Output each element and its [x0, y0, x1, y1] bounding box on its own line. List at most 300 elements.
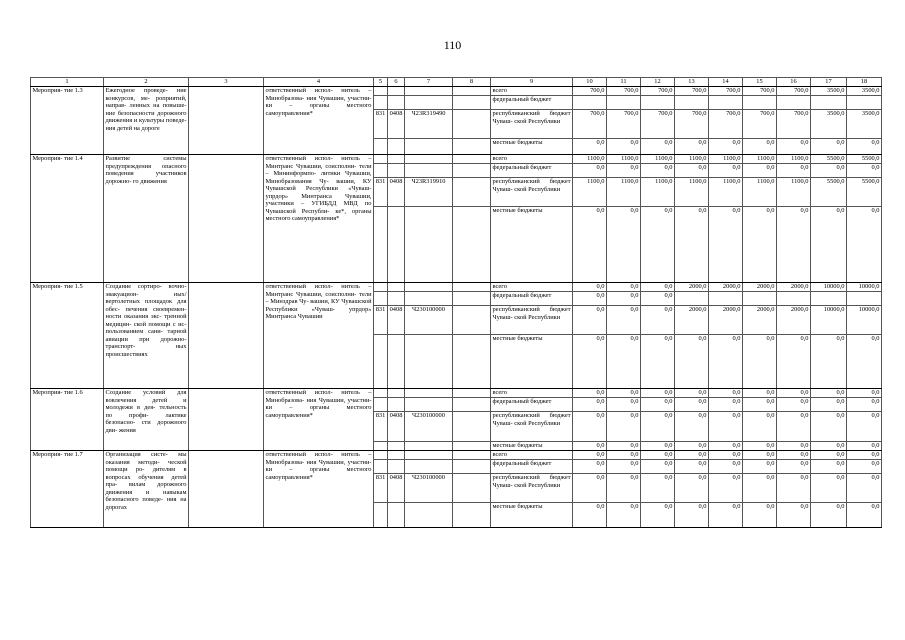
- amount-cell: 0,0: [607, 451, 641, 460]
- amount-cell: 0,0: [573, 283, 607, 292]
- amount-cell: 1100,0: [777, 178, 811, 207]
- grbs-code: 831: [374, 110, 388, 139]
- csr-code: [405, 398, 453, 412]
- funding-source: всего: [491, 389, 573, 398]
- amount-cell: 0,0: [675, 398, 709, 412]
- amount-cell: 0,0: [743, 389, 777, 398]
- rzpr-code: [388, 207, 405, 283]
- amount-cell: 0,0: [709, 412, 743, 442]
- amount-cell: 0,0: [675, 474, 709, 503]
- amount-cell: 0,0: [607, 283, 641, 292]
- amount-cell: 0,0: [641, 474, 675, 503]
- amount-cell: 0,0: [573, 460, 607, 474]
- csr-code: Ч230100000: [405, 412, 453, 442]
- amount-cell: 0,0: [777, 460, 811, 474]
- event-name: Ежегодное проведе- ние конкурсов, ме- роприятий, направ- ленных на повыше- ние безопасности дорожного движения и культуры поведе- ния детей на дороге: [104, 87, 189, 155]
- empty-cell: [189, 283, 264, 389]
- amount-cell: 0,0: [811, 460, 847, 474]
- amount-cell: 0,0: [847, 412, 882, 442]
- amount-cell: 0,0: [777, 139, 811, 155]
- amount-cell: [641, 96, 675, 110]
- amount-cell: 0,0: [847, 451, 882, 460]
- column-number-17: 17: [811, 78, 847, 87]
- amount-cell: 1100,0: [573, 178, 607, 207]
- vr-code: [453, 178, 491, 207]
- rzpr-code: [388, 155, 405, 164]
- amount-cell: 10000,0: [811, 306, 847, 335]
- vr-code: [453, 87, 491, 96]
- csr-code: [405, 503, 453, 528]
- amount-cell: 0,0: [777, 207, 811, 283]
- amount-cell: 0,0: [811, 398, 847, 412]
- rzpr-code: [388, 164, 405, 178]
- column-number-8: 8: [453, 78, 491, 87]
- vr-code: [453, 460, 491, 474]
- rzpr-code: [388, 283, 405, 292]
- amount-cell: 0,0: [743, 460, 777, 474]
- amount-cell: 0,0: [709, 389, 743, 398]
- amount-cell: 1100,0: [743, 178, 777, 207]
- amount-cell: 0,0: [811, 442, 847, 451]
- amount-cell: 0,0: [607, 207, 641, 283]
- amount-cell: 0,0: [641, 503, 675, 528]
- amount-cell: 0,0: [641, 335, 675, 389]
- amount-cell: 700,0: [607, 87, 641, 96]
- amount-cell: 0,0: [847, 398, 882, 412]
- amount-cell: 0,0: [777, 164, 811, 178]
- csr-code: [405, 283, 453, 292]
- event-name: Развитие системы предупреждения опасного поведения участников дорожно- го движения: [104, 155, 189, 283]
- csr-code: [405, 207, 453, 283]
- amount-cell: 0,0: [847, 335, 882, 389]
- amount-cell: 0,0: [847, 389, 882, 398]
- executor: ответственный испол- нитель – Минобразова- ния Чувашии, участни- ки – органы местного самоуправления*: [264, 451, 374, 528]
- grbs-code: [374, 139, 388, 155]
- amount-cell: 0,0: [709, 164, 743, 178]
- column-number-15: 15: [743, 78, 777, 87]
- event-name: Организация систе- мы оказания методи- ческой помощи ро- дителям в вопросах обучения детей пра- вилам дорожного движения и навыкам безопасного поведе- ния на дорогах: [104, 451, 189, 528]
- vr-code: [453, 155, 491, 164]
- amount-cell: 700,0: [675, 110, 709, 139]
- csr-code: [405, 139, 453, 155]
- funding-source: местные бюджеты: [491, 442, 573, 451]
- event-id: Мероприя- тие 1.5: [31, 283, 104, 389]
- amount-cell: 0,0: [607, 474, 641, 503]
- amount-cell: 700,0: [675, 87, 709, 96]
- amount-cell: 0,0: [847, 503, 882, 528]
- amount-cell: 0,0: [573, 503, 607, 528]
- table-row: [31, 389, 882, 398]
- csr-code: [405, 87, 453, 96]
- amount-cell: 0,0: [607, 389, 641, 398]
- amount-cell: [847, 292, 882, 306]
- table-row: [31, 283, 882, 292]
- amount-cell: 0,0: [777, 451, 811, 460]
- amount-cell: 0,0: [675, 503, 709, 528]
- amount-cell: 0,0: [743, 474, 777, 503]
- grbs-code: [374, 155, 388, 164]
- amount-cell: 0,0: [573, 451, 607, 460]
- amount-cell: 0,0: [847, 442, 882, 451]
- rzpr-code: [388, 398, 405, 412]
- amount-cell: 0,0: [607, 442, 641, 451]
- executor: ответственный испол- нитель – Минтранс Чувашии, соисполни- тели – Мининформпо- литики Чувашии, Минобразования Чу- вашии, КУ Чувашской Республики «Чуваш- упрдор» Минтранса Чувашии, участники – УГИБДД МВД по Чувашской Республи- ке*, органы местного самоуправления*: [264, 155, 374, 283]
- amount-cell: 0,0: [675, 460, 709, 474]
- amount-cell: 700,0: [777, 110, 811, 139]
- rzpr-code: [388, 442, 405, 451]
- amount-cell: 0,0: [847, 460, 882, 474]
- funding-source: федеральный бюджет: [491, 292, 573, 306]
- csr-code: Ч230100000: [405, 474, 453, 503]
- amount-cell: 5500,0: [847, 178, 882, 207]
- rzpr-code: 0408: [388, 110, 405, 139]
- amount-cell: 0,0: [743, 335, 777, 389]
- grbs-code: [374, 398, 388, 412]
- vr-code: [453, 306, 491, 335]
- amount-cell: 0,0: [675, 412, 709, 442]
- amount-cell: 0,0: [709, 398, 743, 412]
- rzpr-code: [388, 292, 405, 306]
- event-name: Создание сортиро- вочно-эвакуацион- ных/вертолетных площадок для обес- печения своевремен- ности оказания экс- тренной медицин- ской помощи с ис- пользованием сани- тарной авиации при дорожно-транспорт- ных происшествиях: [104, 283, 189, 389]
- page-number: 110: [443, 38, 462, 52]
- funding-source: республиканский бюджет Чуваш- ской Республики: [491, 474, 573, 503]
- amount-cell: 0,0: [847, 139, 882, 155]
- amount-cell: [847, 96, 882, 110]
- amount-cell: 0,0: [709, 207, 743, 283]
- column-number-5: 5: [374, 78, 388, 87]
- event-id: Мероприя- тие 1.3: [31, 87, 104, 155]
- event-id: Мероприя- тие 1.7: [31, 451, 104, 528]
- amount-cell: 0,0: [811, 335, 847, 389]
- amount-cell: 0,0: [675, 389, 709, 398]
- vr-code: [453, 412, 491, 442]
- column-number-11: 11: [607, 78, 641, 87]
- funding-source: местные бюджеты: [491, 503, 573, 528]
- amount-cell: [675, 292, 709, 306]
- amount-cell: 0,0: [573, 139, 607, 155]
- amount-cell: 0,0: [811, 164, 847, 178]
- amount-cell: 0,0: [607, 412, 641, 442]
- amount-cell: 0,0: [641, 460, 675, 474]
- rzpr-code: [388, 87, 405, 96]
- column-number-6: 6: [388, 78, 405, 87]
- amount-cell: 0,0: [641, 139, 675, 155]
- executor: ответственный испол- нитель – Минтранс Чувашии, соисполни- тели – Минздрав Чу- вашии, КУ Чувашской Республики «Чуваш- упрдор» Минтранса Чувашии: [264, 283, 374, 389]
- funding-source: республиканский бюджет Чуваш- ской Республики: [491, 178, 573, 207]
- vr-code: [453, 283, 491, 292]
- executor: ответственный испол- нитель – Минобразова- ния Чувашии, участни- ки – органы местного самоуправления*: [264, 87, 374, 155]
- table-row: [31, 451, 882, 460]
- amount-cell: 1100,0: [709, 155, 743, 164]
- amount-cell: 700,0: [743, 87, 777, 96]
- amount-cell: 0,0: [641, 164, 675, 178]
- grbs-code: [374, 451, 388, 460]
- csr-code: Ч23R319910: [405, 178, 453, 207]
- grbs-code: 831: [374, 306, 388, 335]
- executor: ответственный испол- нитель – Минобразова- ния Чувашии, участни- ки – органы местного самоуправления*: [264, 389, 374, 451]
- grbs-code: [374, 96, 388, 110]
- amount-cell: 700,0: [709, 87, 743, 96]
- amount-cell: 0,0: [811, 474, 847, 503]
- amount-cell: 0,0: [709, 442, 743, 451]
- amount-cell: 0,0: [675, 164, 709, 178]
- amount-cell: 2000,0: [777, 283, 811, 292]
- amount-cell: [709, 292, 743, 306]
- amount-cell: 1100,0: [777, 155, 811, 164]
- amount-cell: 700,0: [777, 87, 811, 96]
- grbs-code: [374, 207, 388, 283]
- amount-cell: 5500,0: [811, 155, 847, 164]
- amount-cell: 0,0: [641, 283, 675, 292]
- funding-source: всего: [491, 283, 573, 292]
- empty-cell: [189, 389, 264, 451]
- amount-cell: 0,0: [607, 306, 641, 335]
- amount-cell: 0,0: [777, 412, 811, 442]
- empty-cell: [189, 451, 264, 528]
- amount-cell: 0,0: [641, 412, 675, 442]
- amount-cell: 700,0: [641, 110, 675, 139]
- funding-source: местные бюджеты: [491, 139, 573, 155]
- event-id: Мероприя- тие 1.6: [31, 389, 104, 451]
- rzpr-code: 0408: [388, 412, 405, 442]
- amount-cell: 0,0: [847, 164, 882, 178]
- grbs-code: 831: [374, 474, 388, 503]
- amount-cell: 10000,0: [811, 283, 847, 292]
- grbs-code: [374, 283, 388, 292]
- amount-cell: 0,0: [709, 139, 743, 155]
- amount-cell: 0,0: [573, 389, 607, 398]
- amount-cell: 0,0: [777, 503, 811, 528]
- amount-cell: 1100,0: [641, 178, 675, 207]
- csr-code: [405, 451, 453, 460]
- amount-cell: 10000,0: [847, 283, 882, 292]
- amount-cell: 0,0: [607, 164, 641, 178]
- amount-cell: 2000,0: [709, 283, 743, 292]
- csr-code: [405, 460, 453, 474]
- csr-code: [405, 96, 453, 110]
- csr-code: [405, 335, 453, 389]
- amount-cell: 0,0: [811, 451, 847, 460]
- amount-cell: 0,0: [743, 139, 777, 155]
- amount-cell: 0,0: [641, 292, 675, 306]
- amount-cell: 700,0: [573, 87, 607, 96]
- rzpr-code: [388, 335, 405, 389]
- amount-cell: 0,0: [811, 139, 847, 155]
- amount-cell: 0,0: [743, 451, 777, 460]
- funding-source: федеральный бюджет: [491, 460, 573, 474]
- amount-cell: 0,0: [777, 389, 811, 398]
- amount-cell: 0,0: [777, 442, 811, 451]
- amount-cell: 0,0: [675, 207, 709, 283]
- amount-cell: 0,0: [847, 474, 882, 503]
- amount-cell: 700,0: [641, 87, 675, 96]
- funding-source: республиканский бюджет Чуваш- ской Республики: [491, 110, 573, 139]
- column-number-1: 1: [31, 78, 104, 87]
- column-number-13: 13: [675, 78, 709, 87]
- event-id: Мероприя- тие 1.4: [31, 155, 104, 283]
- amount-cell: 2000,0: [777, 306, 811, 335]
- rzpr-code: [388, 451, 405, 460]
- amount-cell: 3500,0: [847, 110, 882, 139]
- amount-cell: [811, 292, 847, 306]
- amount-cell: 0,0: [811, 207, 847, 283]
- amount-cell: 0,0: [675, 335, 709, 389]
- amount-cell: 0,0: [743, 412, 777, 442]
- funding-source: федеральный бюджет: [491, 398, 573, 412]
- amount-cell: [777, 96, 811, 110]
- amount-cell: 0,0: [573, 207, 607, 283]
- header-row: [31, 78, 882, 87]
- amount-cell: 0,0: [777, 474, 811, 503]
- amount-cell: 0,0: [607, 335, 641, 389]
- amount-cell: 0,0: [847, 207, 882, 283]
- amount-cell: 0,0: [675, 139, 709, 155]
- amount-cell: 0,0: [573, 398, 607, 412]
- column-number-2: 2: [104, 78, 189, 87]
- funding-source: всего: [491, 87, 573, 96]
- csr-code: [405, 292, 453, 306]
- csr-code: Ч23R319490: [405, 110, 453, 139]
- rzpr-code: [388, 139, 405, 155]
- csr-code: [405, 389, 453, 398]
- csr-code: [405, 155, 453, 164]
- rzpr-code: [388, 460, 405, 474]
- amount-cell: 700,0: [607, 110, 641, 139]
- amount-cell: 0,0: [641, 306, 675, 335]
- amount-cell: 1100,0: [709, 178, 743, 207]
- amount-cell: 0,0: [675, 451, 709, 460]
- amount-cell: [675, 96, 709, 110]
- amount-cell: 0,0: [573, 306, 607, 335]
- vr-code: [453, 398, 491, 412]
- amount-cell: 0,0: [709, 460, 743, 474]
- amount-cell: 2000,0: [743, 283, 777, 292]
- amount-cell: 1100,0: [607, 155, 641, 164]
- vr-code: [453, 96, 491, 110]
- vr-code: [453, 292, 491, 306]
- amount-cell: [743, 96, 777, 110]
- amount-cell: [811, 96, 847, 110]
- empty-cell: [189, 87, 264, 155]
- csr-code: Ч230100000: [405, 306, 453, 335]
- amount-cell: 0,0: [641, 442, 675, 451]
- amount-cell: 0,0: [777, 335, 811, 389]
- grbs-code: 831: [374, 178, 388, 207]
- rzpr-code: [388, 503, 405, 528]
- csr-code: [405, 164, 453, 178]
- amount-cell: 0,0: [709, 451, 743, 460]
- amount-cell: 5500,0: [811, 178, 847, 207]
- column-number-9: 9: [491, 78, 573, 87]
- amount-cell: 0,0: [709, 474, 743, 503]
- column-number-3: 3: [189, 78, 264, 87]
- amount-cell: 0,0: [743, 164, 777, 178]
- vr-code: [453, 139, 491, 155]
- amount-cell: 2000,0: [709, 306, 743, 335]
- amount-cell: 3500,0: [811, 110, 847, 139]
- table-row: [31, 87, 882, 96]
- vr-code: [453, 389, 491, 398]
- funding-source: республиканский бюджет Чуваш- ской Республики: [491, 412, 573, 442]
- amount-cell: 1100,0: [743, 155, 777, 164]
- column-number-16: 16: [777, 78, 811, 87]
- rzpr-code: 0408: [388, 306, 405, 335]
- grbs-code: [374, 335, 388, 389]
- funding-source: местные бюджеты: [491, 207, 573, 283]
- amount-cell: 0,0: [607, 398, 641, 412]
- amount-cell: [777, 292, 811, 306]
- amount-cell: 0,0: [607, 292, 641, 306]
- amount-cell: 0,0: [573, 412, 607, 442]
- amount-cell: 0,0: [573, 442, 607, 451]
- column-number-7: 7: [405, 78, 453, 87]
- grbs-code: [374, 164, 388, 178]
- amount-cell: 1100,0: [675, 155, 709, 164]
- column-number-12: 12: [641, 78, 675, 87]
- amount-cell: 0,0: [743, 503, 777, 528]
- amount-cell: 1100,0: [607, 178, 641, 207]
- grbs-code: [374, 87, 388, 96]
- amount-cell: 0,0: [641, 389, 675, 398]
- amount-cell: 1100,0: [641, 155, 675, 164]
- budget-table: [30, 77, 882, 528]
- amount-cell: 700,0: [573, 110, 607, 139]
- grbs-code: 831: [374, 412, 388, 442]
- amount-cell: 1100,0: [675, 178, 709, 207]
- column-number-18: 18: [847, 78, 882, 87]
- amount-cell: 0,0: [641, 207, 675, 283]
- amount-cell: [607, 96, 641, 110]
- grbs-code: [374, 442, 388, 451]
- vr-code: [453, 335, 491, 389]
- amount-cell: 0,0: [573, 474, 607, 503]
- funding-source: местные бюджеты: [491, 335, 573, 389]
- vr-code: [453, 451, 491, 460]
- grbs-code: [374, 503, 388, 528]
- rzpr-code: 0408: [388, 178, 405, 207]
- amount-cell: 0,0: [743, 442, 777, 451]
- amount-cell: 2000,0: [743, 306, 777, 335]
- amount-cell: 10000,0: [847, 306, 882, 335]
- amount-cell: 0,0: [641, 451, 675, 460]
- funding-source: федеральный бюджет: [491, 96, 573, 110]
- amount-cell: 700,0: [743, 110, 777, 139]
- grbs-code: [374, 460, 388, 474]
- amount-cell: [709, 96, 743, 110]
- amount-cell: 0,0: [573, 335, 607, 389]
- amount-cell: [573, 96, 607, 110]
- amount-cell: 0,0: [573, 164, 607, 178]
- rzpr-code: [388, 96, 405, 110]
- amount-cell: 0,0: [811, 412, 847, 442]
- amount-cell: 0,0: [743, 398, 777, 412]
- amount-cell: 0,0: [641, 398, 675, 412]
- amount-cell: 3500,0: [847, 87, 882, 96]
- rzpr-code: [388, 389, 405, 398]
- amount-cell: 0,0: [709, 503, 743, 528]
- grbs-code: [374, 292, 388, 306]
- amount-cell: 0,0: [607, 460, 641, 474]
- funding-source: республиканский бюджет Чуваш- ской Республики: [491, 306, 573, 335]
- amount-cell: 3500,0: [811, 87, 847, 96]
- rzpr-code: 0408: [388, 474, 405, 503]
- column-number-14: 14: [709, 78, 743, 87]
- funding-source: федеральный бюджет: [491, 164, 573, 178]
- amount-cell: 1100,0: [573, 155, 607, 164]
- amount-cell: 0,0: [811, 503, 847, 528]
- vr-code: [453, 110, 491, 139]
- csr-code: [405, 442, 453, 451]
